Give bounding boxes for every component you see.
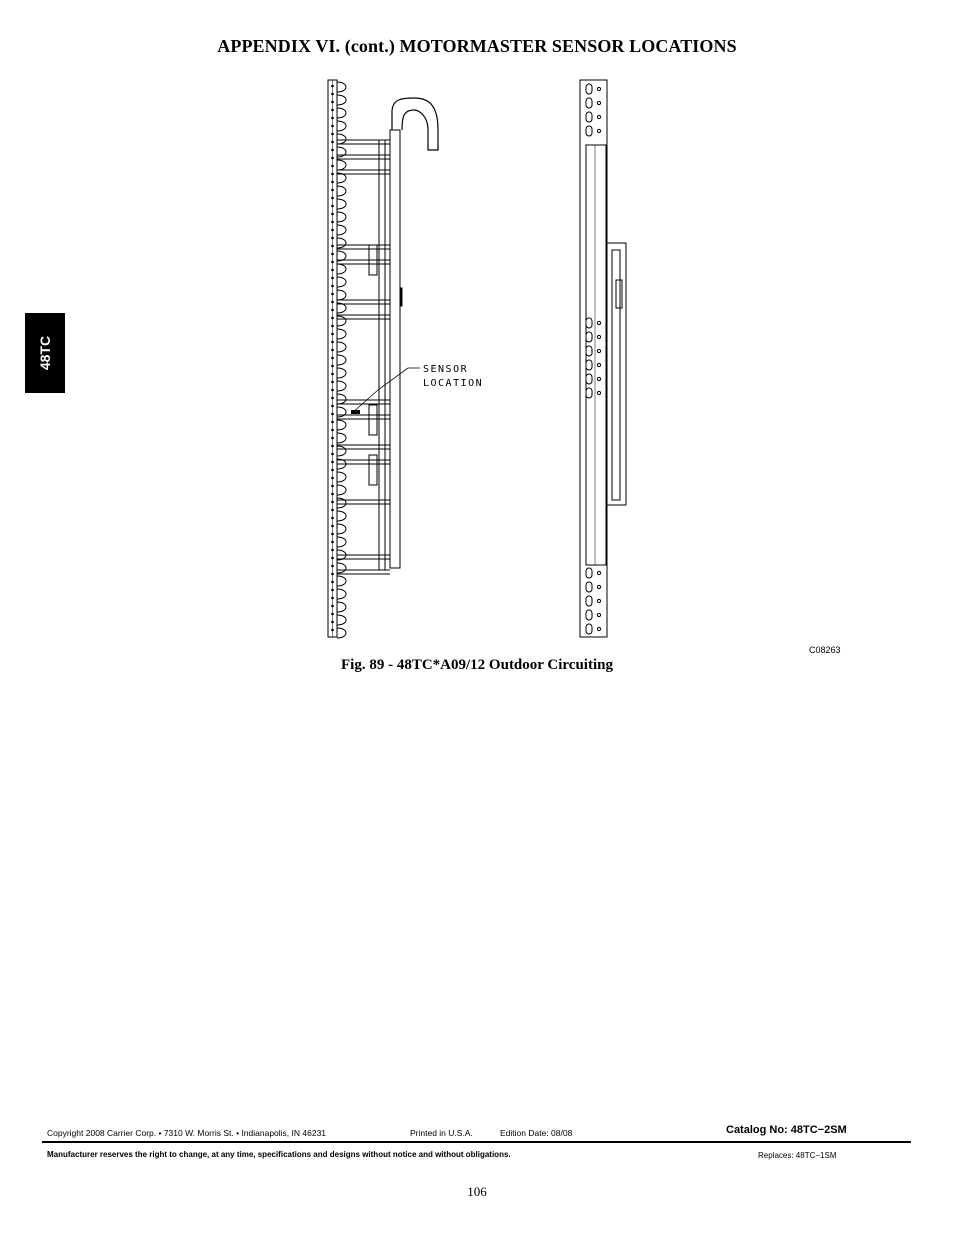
figure-code: C08263 xyxy=(809,645,841,655)
footer-replaces: Replaces: 48TC−1SM xyxy=(758,1151,837,1160)
section-tab-label: 48TC xyxy=(36,335,53,371)
footer-printed: Printed in U.S.A. xyxy=(410,1128,473,1138)
sensor-callout-line1: SENSOR xyxy=(423,364,469,375)
sensor-callout-line2: LOCATION xyxy=(423,378,484,389)
figure-caption: Fig. 89 - 48TC*A09/12 Outdoor Circuiting xyxy=(341,657,613,673)
sensor-callout xyxy=(351,364,483,414)
page-title: APPENDIX VI. (cont.) MOTORMASTER SENSOR LOCATIONS xyxy=(217,36,737,56)
footer-disclaimer: Manufacturer reserves the right to change, at any time, specifications and designs without notice and without obligations. xyxy=(47,1150,511,1159)
footer-copyright: Copyright 2008 Carrier Corp. • 7310 W. Morris St. • Indianapolis, IN 46231 xyxy=(47,1128,327,1138)
footer-edition: Edition Date: 08/08 xyxy=(500,1128,573,1138)
left-coil-view xyxy=(328,80,438,638)
page-number: 106 xyxy=(467,1184,487,1199)
footer-divider xyxy=(42,1141,911,1143)
right-coil-view xyxy=(580,80,626,637)
footer-catalog: Catalog No: 48TC−2SM xyxy=(726,1124,847,1136)
